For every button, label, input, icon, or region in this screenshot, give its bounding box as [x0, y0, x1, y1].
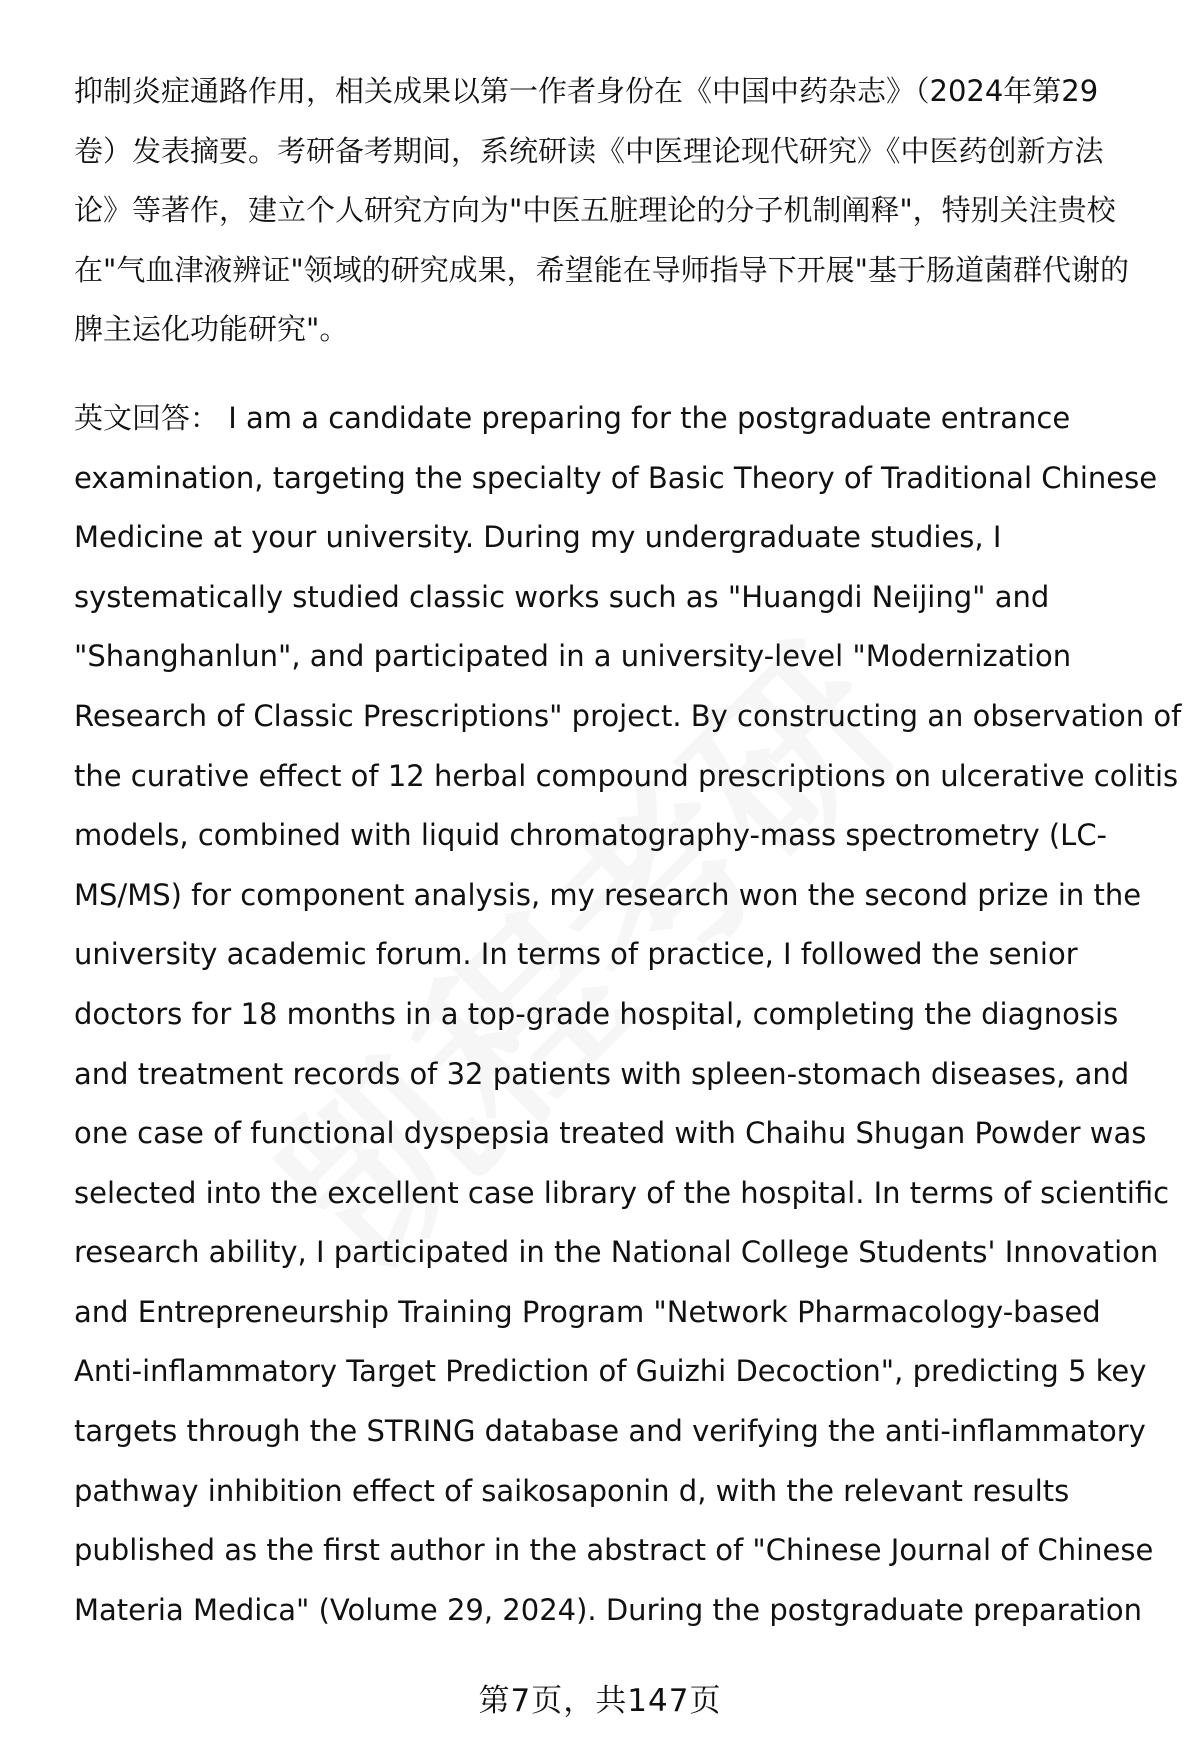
text-line: selected into the excellent case library of the hospital. In terms of scientific	[74, 1175, 1170, 1210]
text-line: 在"气血津液辨证"领域的研究成果，希望能在导师指导下开展"基于肠道菌群代谢的	[74, 252, 1130, 287]
text-line: examination, targeting the specialty of Basic Theory of Traditional Chinese	[74, 460, 1158, 495]
text-line: 英文回答： I am a candidate preparing for the postgraduate entrance	[74, 400, 1071, 435]
text-line: pathway inhibition effect of saikosaponin d, with the relevant results	[74, 1473, 1070, 1508]
text-line: doctors for 18 months in a top-grade hospital, completing the diagnosis	[74, 996, 1119, 1031]
text-line: systematically studied classic works such as "Huangdi Neijing" and	[74, 579, 1050, 614]
text-line: Research of Classic Prescriptions" project. By constructing an observation of	[74, 698, 1182, 733]
text-line: "Shanghanlun", and participated in a university-level "Modernization	[74, 639, 1072, 674]
text-line: Medicine at your university. During my undergraduate studies, I	[74, 520, 1002, 555]
text-line: 脾主运化功能研究"。	[74, 312, 349, 347]
text-line: 抑制炎症通路作用，相关成果以第一作者身份在《中国中药杂志》（2024年第29	[74, 74, 1099, 108]
text-line: models, combined with liquid chromatography-mass spectrometry (LC-	[74, 818, 1108, 853]
text-line: and Entrepreneurship Training Program "Network Pharmacology-based	[74, 1294, 1101, 1329]
text-line: MS/MS) for component analysis, my research won the second prize in the	[74, 877, 1142, 912]
text-line: one case of functional dyspepsia treated with Chaihu Shugan Powder was	[74, 1116, 1147, 1151]
text-line: 卷）发表摘要。考研备考期间，系统研读《中医理论现代研究》《中医药创新方法	[74, 133, 1104, 168]
text-line: the curative effect of 12 herbal compound prescriptions on ulcerative colitis	[74, 758, 1179, 793]
text-line: targets through the STRING database and verifying the anti-inflammatory	[74, 1414, 1146, 1449]
page-number-footer: 第7页，共147页	[478, 1683, 722, 1719]
chinese-answer-paragraph	[74, 62, 1164, 360]
text-line: and treatment records of 32 patients with spleen-stomach diseases, and	[74, 1056, 1130, 1091]
text-line: published as the first author in the abstract of "Chinese Journal of Chinese	[74, 1533, 1154, 1568]
text-line: university academic forum. In terms of practice, I followed the senior	[74, 937, 1078, 972]
english-answer-paragraph	[74, 389, 1182, 1640]
text-line: 论》等著作，建立个人研究方向为"中医五脏理论的分子机制阐释"，特别关注贵校	[74, 193, 1116, 228]
text-line: Anti-inflammatory Target Prediction of Guizhi Decoction", predicting 5 key	[74, 1354, 1147, 1389]
text-line: Materia Medica" (Volume 29, 2024). During the postgraduate preparation	[74, 1592, 1143, 1627]
document-body	[74, 62, 1182, 1640]
text-line: research ability, I participated in the National College Students' Innovation	[74, 1235, 1159, 1270]
